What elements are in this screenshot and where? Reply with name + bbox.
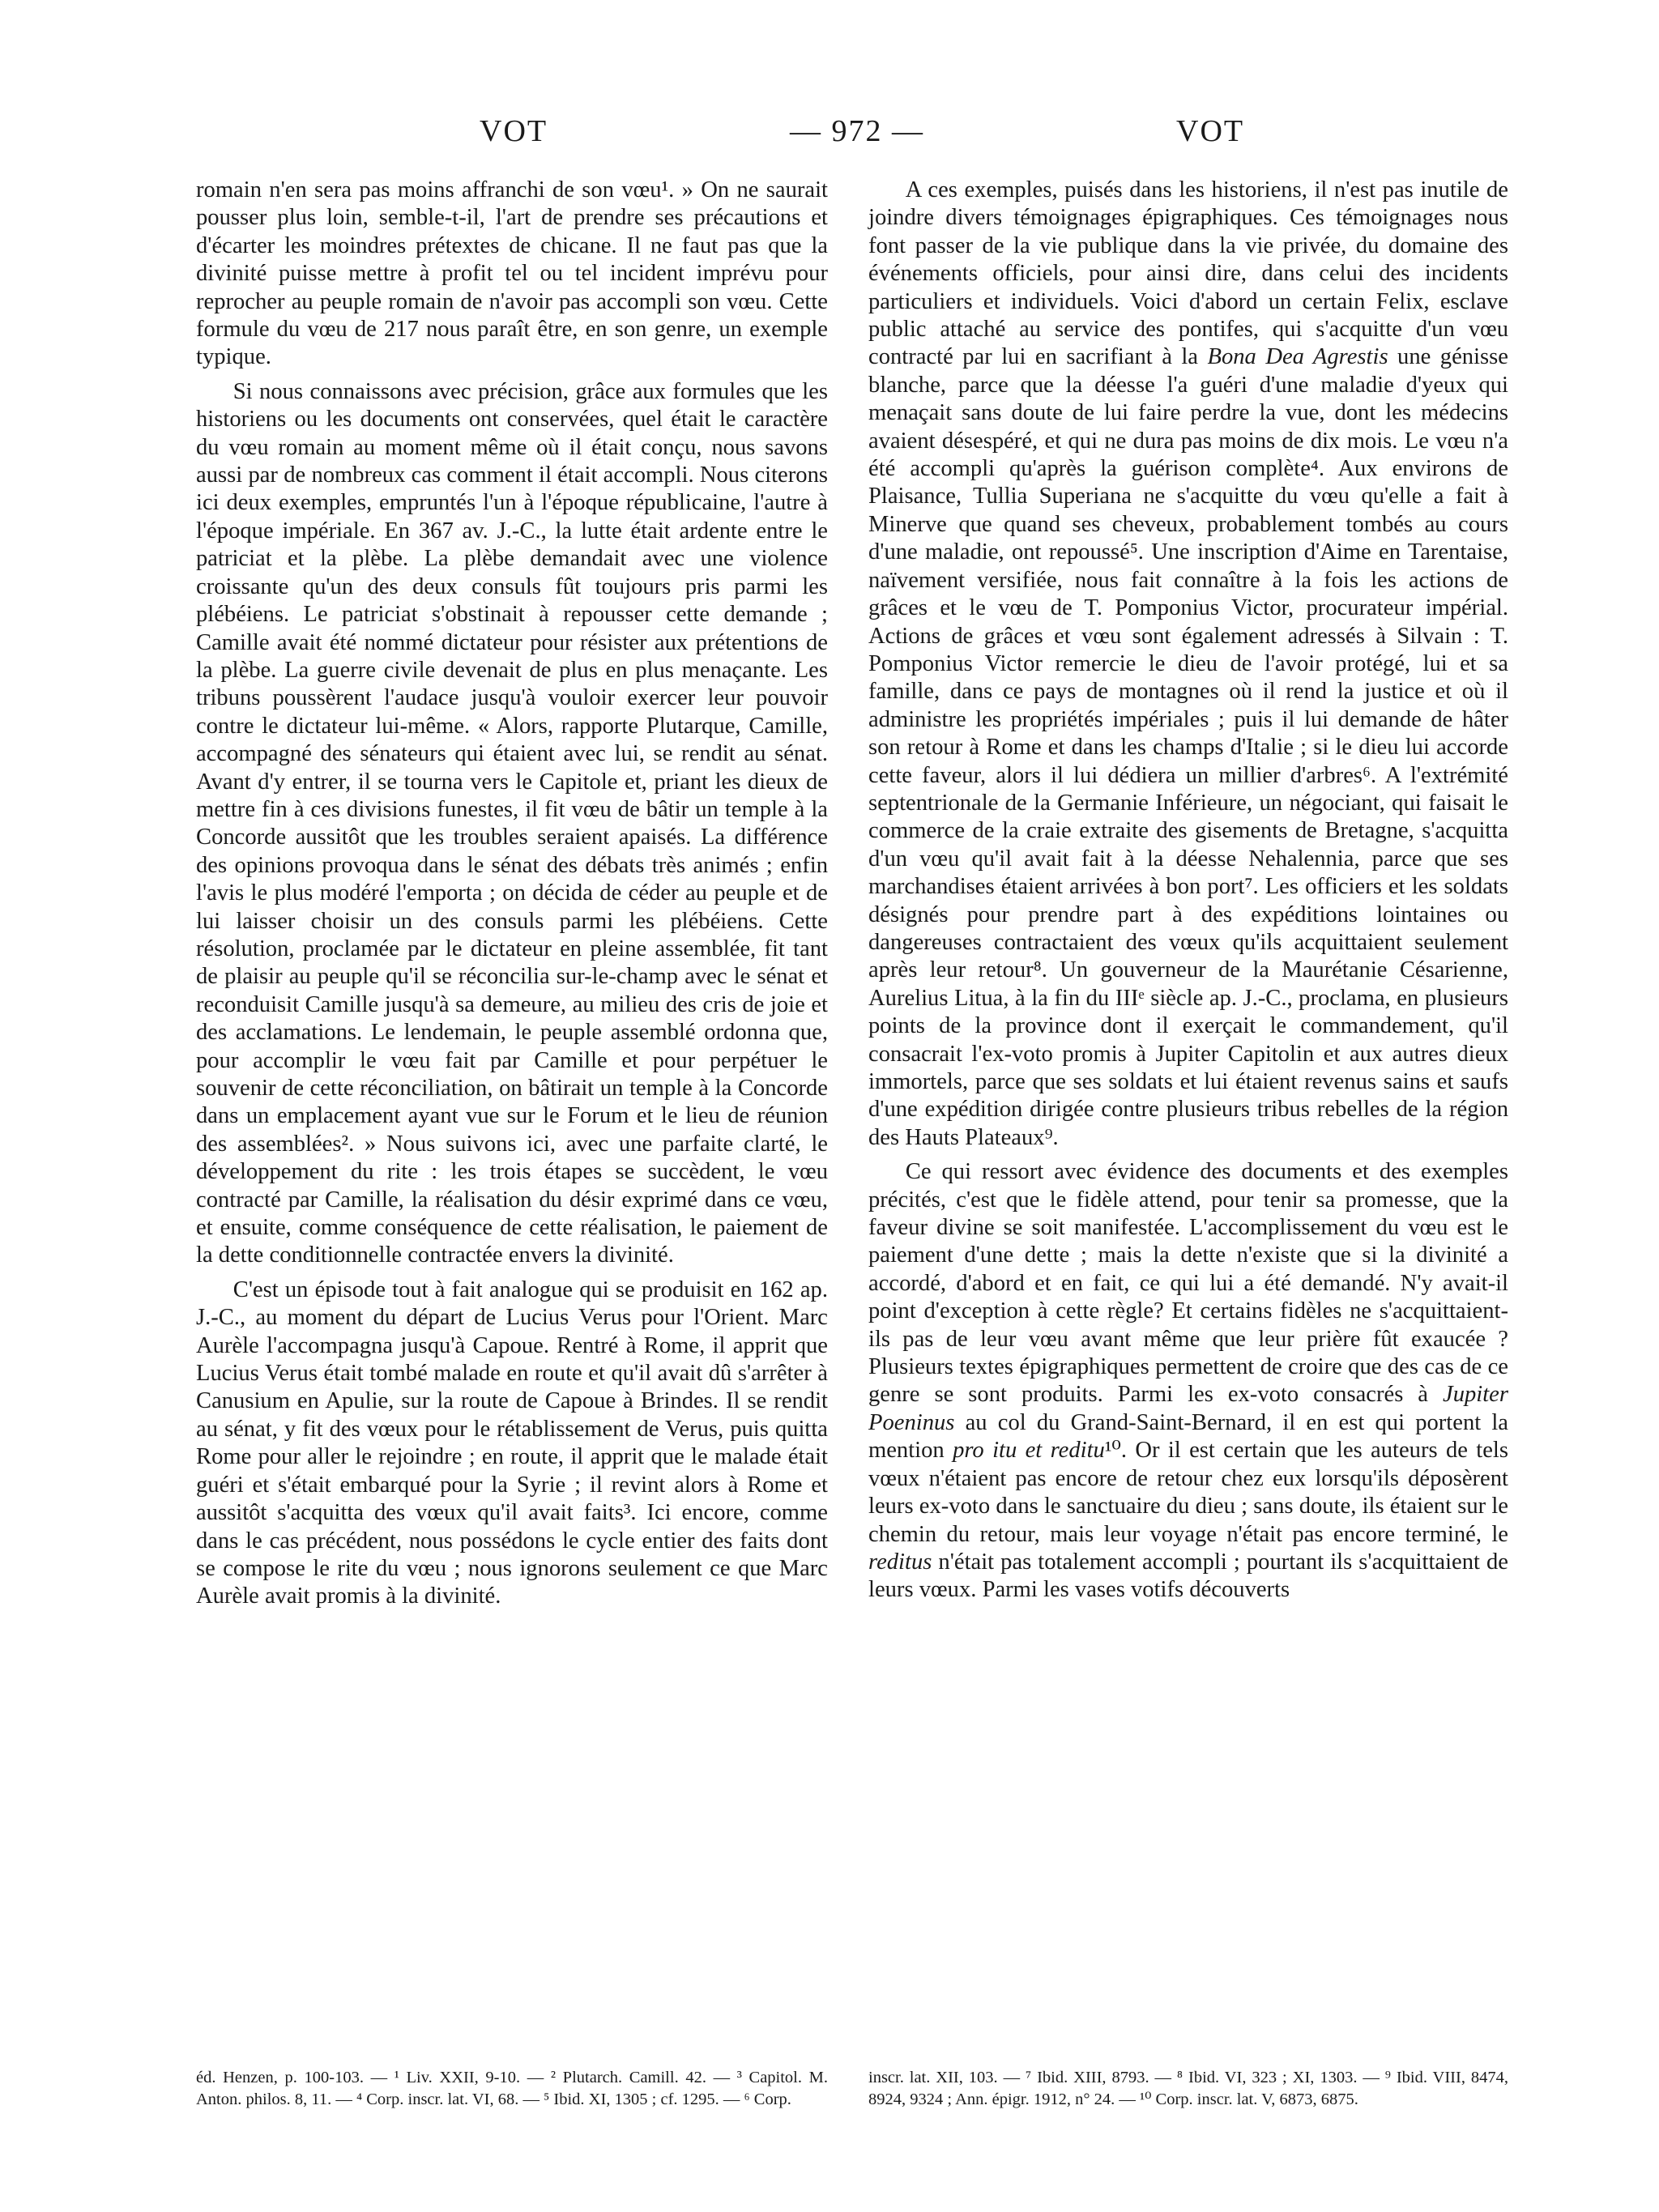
- footnote-text: éd. Henzen, p. 100-103. — ¹ Liv. XXII, 9-10. — ² Plutarch. Camill. 42. — ³ Capitol. M. Anton. philos. 8, 11. — ⁴ Corp. inscr. lat. VI, 68. — ⁵ Ibid. XI, 1305 ; cf. 1295. — ⁶ Corp.: [196, 2069, 828, 2108]
- left-paragraph-2: Si nous connaissons avec précision, grâce aux formules que les historiens ou les documents ont conservées, quel était le caractère du vœu romain au moment même où il était conçu, nous savons aussi par de nombreux cas comment il était accompli. Nous citerons ici deux exemples, empruntés l'un à l'époque républicaine, l'autre à l'époque impériale. En 367 av. J.-C., la lutte était ardente entre le patriciat et la plèbe. La plèbe demandait avec une violence croissante qu'un des deux consuls fût toujours pris parmi les plébéiens. Le patriciat s'obstinait à repousser cette demande ; Camille avait été nommé dictateur pour résister aux prétentions de la plèbe. La guerre civile devenait de plus en plus menaçante. Les tribuns poussèrent l'audace jusqu'à vouloir exercer leur pouvoir contre le dictateur lui-même. « Alors, rapporte Plutarque, Camille, accompagné des sénateurs qui étaient avec lui, se rendit au sénat. Avant d'y entrer, il se tourna vers le Capitole et, priant les dieux de mettre fin à ces divisions funestes, il fit vœu de bâtir un temple à la Concorde aussitôt que les troubles seraient apaisés. La différence des opinions provoqua dans le sénat des débats très animés ; enfin l'avis le plus modéré l'emporta ; on décida de céder au peuple et de lui laisser choisir un des consuls parmi les plébéiens. Cette résolution, proclamée par le dictateur en pleine assemblée, fit tant de plaisir au peuple qu'il se réconcilia sur-le-champ avec le sénat et reconduisit Camille jusqu'à sa demeure, au milieu des cris de joie et des acclamations. Le lendemain, le peuple assemblé ordonna que, pour accomplir le vœu fait par Camille et pour perpétuer le souvenir de cette réconciliation, on bâtirait un temple à la Concorde dans un emplacement ayant vue sur le Forum et le lieu de réunion des assemblées². » Nous suivons ici, avec une parfaite clarté, le développement du rite : les trois étapes se succèdent, le vœu contracté par Camille, la réalisation du désir exprimé dans ce vœu, et ensuite, comme conséquence de cette réalisation, le paiement de la dette conditionnelle contractée envers la divinité.: [196, 378, 828, 1268]
- text-run: Ce qui ressort avec évidence des documents et des exemples précités, c'est que le fidèle attend, pour tenir sa promesse, que la faveur divine se soit manifestée. L'accomplissement du vœu est le paiement d'une dette ; mais la dette n'existe que si la divinité a accordé, d'abord et en fait, ce qui lui a été demandé. N'y avait-il point d'exception à cette règle? Et certains fidèles ne s'acquittaient-ils pas de leur vœu avant même que leur prière fût exaucée ? Plusieurs textes épigraphiques permettent de croire que des cas de ce genre se sont produits. Parmi les ex-voto consacrés à: [868, 1159, 1508, 1408]
- text-run: A ces exemples, puisés dans les historiens, il n'est pas inutile de joindre divers témoignages épigraphiques. Ces témoignages nous font passer de la vie publique dans la vie privée, du domaine des événements officiels, pour ainsi dire, dans celui des incidents particuliers et individuels. Voici d'abord un certain Felix, esclave public attaché au service des pontifes, qui s'acquitte d'un vœu contracté par lui en sacrifiant à la: [868, 177, 1508, 370]
- right-paragraph-2: [868, 1158, 1508, 1605]
- page-number: — 972 —: [790, 114, 924, 148]
- text-run: ¹⁰. Or il est certain que les auteurs de tels vœux n'étaient pas encore de retour chez eux lorsqu'ils déposèrent leurs ex-voto dans le sanctuaire du dieu ; sans doute, ils étaient sur le chemin du retour, mais leur voyage n'était pas encore terminé, le: [868, 1438, 1508, 1547]
- left-paragraph-3: C'est un épisode tout à fait analogue qui se produisit en 162 ap. J.-C., au moment du départ de Lucius Verus pour l'Orient. Marc Aurèle l'accompagna jusqu'à Capoue. Rentré à Rome, il apprit que Lucius Verus était tombé malade en route et qu'il avait dû s'arrêter à Canusium en Apulie, sur la route de Capoue à Brindes. Il se rendit au sénat, y fit des vœux pour le rétablissement de Verus, puis quitta Rome pour aller le rejoindre ; en route, il apprit que le malade était guéri et s'était embarqué pour la Syrie ; il revint alors à Rome et aussitôt s'acquitta des vœux qu'il avait faits³. Ici encore, comme dans le cas précédent, nous possédons le cycle entier des faits dont se compose le rite du vœu ; nous ignorons seulement ce que Marc Aurèle avait promis à la divinité.: [196, 1276, 828, 1609]
- footnotes-left: [196, 2067, 828, 2111]
- left-column: [196, 177, 828, 1611]
- right-paragraph-1: [868, 177, 1508, 1152]
- right-column: [868, 177, 1508, 1605]
- running-header: [0, 113, 1659, 162]
- italic-term: pro itu et reditu: [953, 1438, 1105, 1464]
- header-right-title: VOT: [1176, 114, 1245, 148]
- italic-term: Jupiter Poeninus: [868, 1382, 1508, 1435]
- italic-term: reditus: [868, 1549, 932, 1575]
- text-run: n'était pas totalement accompli ; pourtant ils s'acquittaient de leurs vœux. Parmi les vases votifs découverts: [868, 1549, 1508, 1603]
- footnote-text: inscr. lat. XII, 103. — ⁷ Ibid. XIII, 8793. — ⁸ Ibid. VI, 323 ; XI, 1303. — ⁹ Ibid. VIII, 8474, 8924, 9324 ; Ann. épigr. 1912, n° 24. — ¹⁰ Corp. inscr. lat. V, 6873, 6875.: [868, 2069, 1508, 2108]
- footnotes-right: [868, 2067, 1508, 2111]
- italic-term: Bona Dea Agrestis: [1207, 344, 1388, 370]
- text-run: au col du Grand-Saint-Bernard, il en est qui portent la mention: [868, 1409, 1508, 1464]
- text-run: une génisse blanche, parce que la déesse l'a guéri d'une maladie d'yeux qui menaçait sans doute de lui faire perdre la vue, dont les médecins avaient désespéré, et qui ne dura pas moins de dix mois. Le vœu n'a été accompli qu'après la guérison complète⁴. Aux environs de Plaisance, Tullia Superiana ne s'acquitte du vœu qu'elle a fait à Minerve que quand ses cheveux, probablement tombés au cours d'une maladie, ont repoussé⁵. Une inscription d'Aime en Tarentaise, naïvement versifiée, nous fait connaître à la fois les actions de grâces et le vœu de T. Pomponius Victor, procurateur impérial. Actions de grâces et vœu sont également adressés à Silvain : T. Pomponius Victor remercie le dieu de l'avoir protégé, lui et sa famille, dans ce pays de montagnes où il rend la justice et où il administre les propriétés impériales ; puis il lui demande de hâter son retour à Rome et dans les champs d'Italie ; si le dieu lui accorde cette faveur, alors il lui dédiera un millier d'arbres⁶. A l'extrémité septentrionale de la Germanie Inférieure, un négociant, qui faisait le commerce de la craie extraite des gisements de Bretagne, s'acquitta d'un vœu qu'il avait fait à la déesse Nehalennia, parce que ses marchandises étaient arrivées à bon port⁷. Les officiers et les soldats désignés pour prendre part à des expéditions lointaines ou dangereuses contractaient des vœux qu'ils acquittaient seulement après leur retour⁸. Un gouverneur de la Maurétanie Césarienne, Aurelius Litua, à la fin du IIIᵉ siècle ap. J.-C., proclama, en plusieurs points de la province dont il exerçait le commandement, qu'il consacrait l'ex-voto promis à Jupiter Capitolin et aux autres dieux immortels, parce que ses soldats et lui étaient revenus sains et saufs d'une expédition dirigée contre plusieurs tribus rebelles de la région des Hauts Plateaux⁹.: [868, 344, 1508, 1150]
- header-left-title: VOT: [480, 114, 548, 148]
- left-paragraph-1: romain n'en sera pas moins affranchi de son vœu¹. » On ne saurait pousser plus loin, semble-t-il, l'art de prendre ses précautions et d'écarter les moindres prétextes de chicane. Il ne faut pas que la divinité puisse mettre à profit tel ou tel incident imprévu pour reprocher au peuple romain de n'avoir pas accompli son vœu. Cette formule du vœu de 217 nous paraît être, en son genre, un exemple typique.: [196, 177, 828, 370]
